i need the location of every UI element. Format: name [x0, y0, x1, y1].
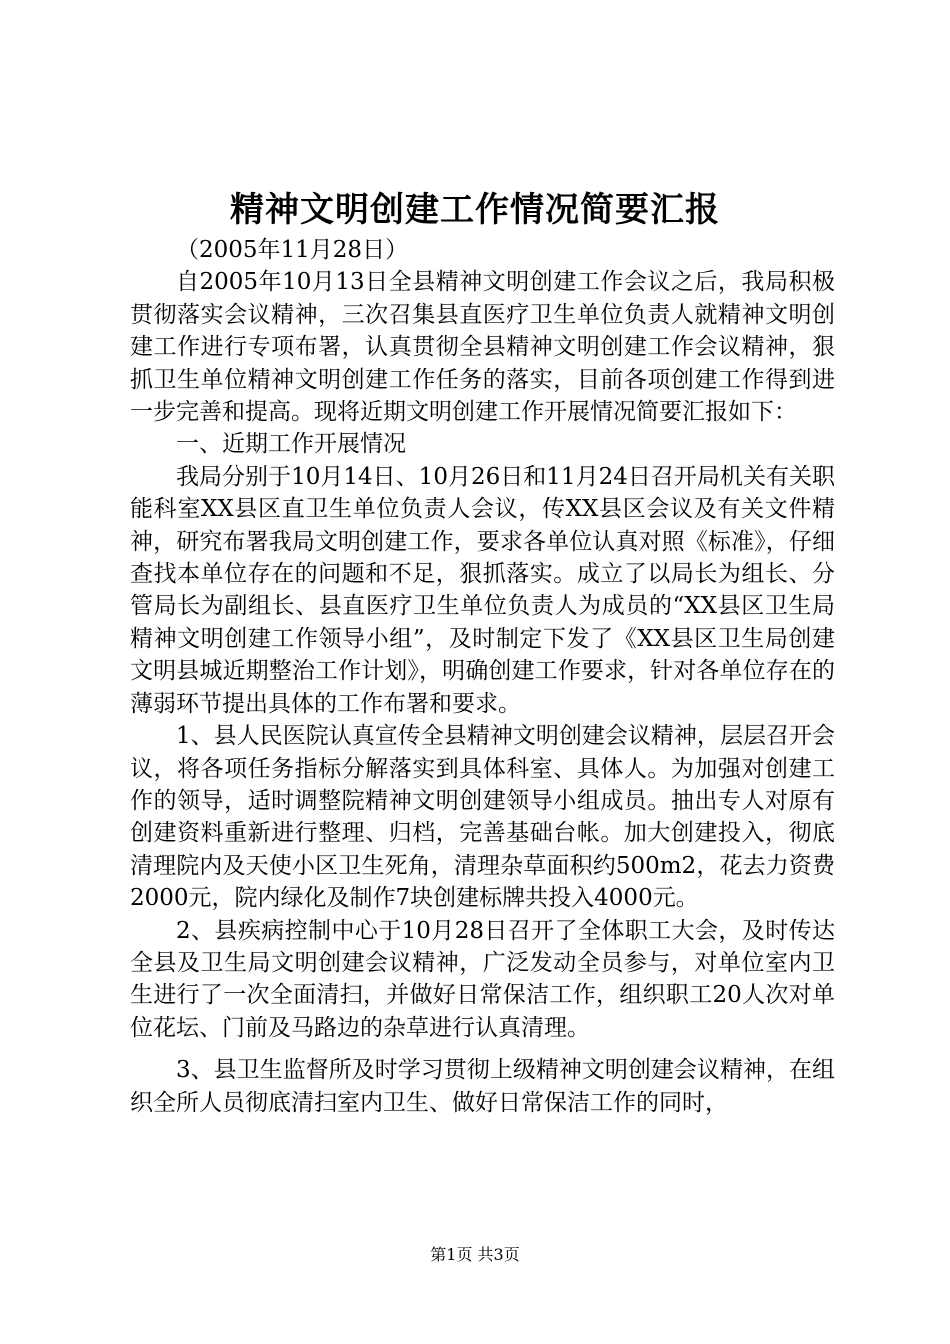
date-line: （2005年11月28日） [176, 237, 409, 263]
body-paragraph: 我局分别于10月14日、10月26日和11月24日召开局机关有关职能科室XX县区直卫生单位负责人会议，传XX县区会议及有关文件精神，研究布署我局文明创建工作，要求各单位认真对照《标准》，仔细查找本单位存在的问题和不足，狠抓落实。成立了以局长为组长、分管局长为副组长、县直医疗卫生单位负责人为成员的“XX县区卫生局精神文明创建工作领导小组”，及时制定下发了《XX县区卫生局创建文明县城近期整治工作计划》，明确创建工作要求，针对各单位存在的薄弱环节提出具体的工作布署和要求。 [130, 463, 835, 717]
section-heading: 一、近期工作开展情况 [176, 431, 406, 458]
document-body [130, 234, 835, 1119]
page-footer: 第1页 共3页 [430, 1245, 520, 1264]
item-paragraph-1: 1、县人民医院认真宣传全县精神文明创建会议精神，层层召开会议，将各项任务指标分解落实到具体科室、具体人。为加强对创建工作的领导，适时调整院精神文明创建领导小组成员。抽出专人对原有创建资料重新进行整理、归档，完善基础台帐。加大创建投入，彻底清理院内及天使小区卫生死角，清理杂草面积约500m2，花去力资费2000元，院内绿化及制作7块创建标牌共投入4000元。 [130, 723, 835, 912]
item-paragraph-2: 2、县疾病控制中心于10月28日召开了全体职工大会，及时传达全县及卫生局文明创建会议精神，广泛发动全员参与，对单位室内卫生进行了一次全面清扫，并做好日常保洁工作，组织职工20人次对单位花坛、门前及马路边的杂草进行认真清理。 [130, 917, 835, 1041]
intro-paragraph: 自2005年10月13日全县精神文明创建工作会议之后，我局积极贯彻落实会议精神，三次召集县直医疗卫生单位负责人就精神文明创建工作进行专项布署，认真贯彻全县精神文明创建工作会议精神，狠抓卫生单位精神文明创建工作任务的落实，目前各项创建工作得到进一步完善和提高。现将近期文明创建工作开展情况简要汇报如下： [130, 269, 835, 426]
item-paragraph-3: 3、县卫生监督所及时学习贯彻上级精神文明创建会议精神，在组织全所人员彻底清扫室内卫生、做好日常保洁工作的同时， [130, 1057, 835, 1116]
document-title: 精神文明创建工作情况简要汇报 [230, 190, 720, 230]
